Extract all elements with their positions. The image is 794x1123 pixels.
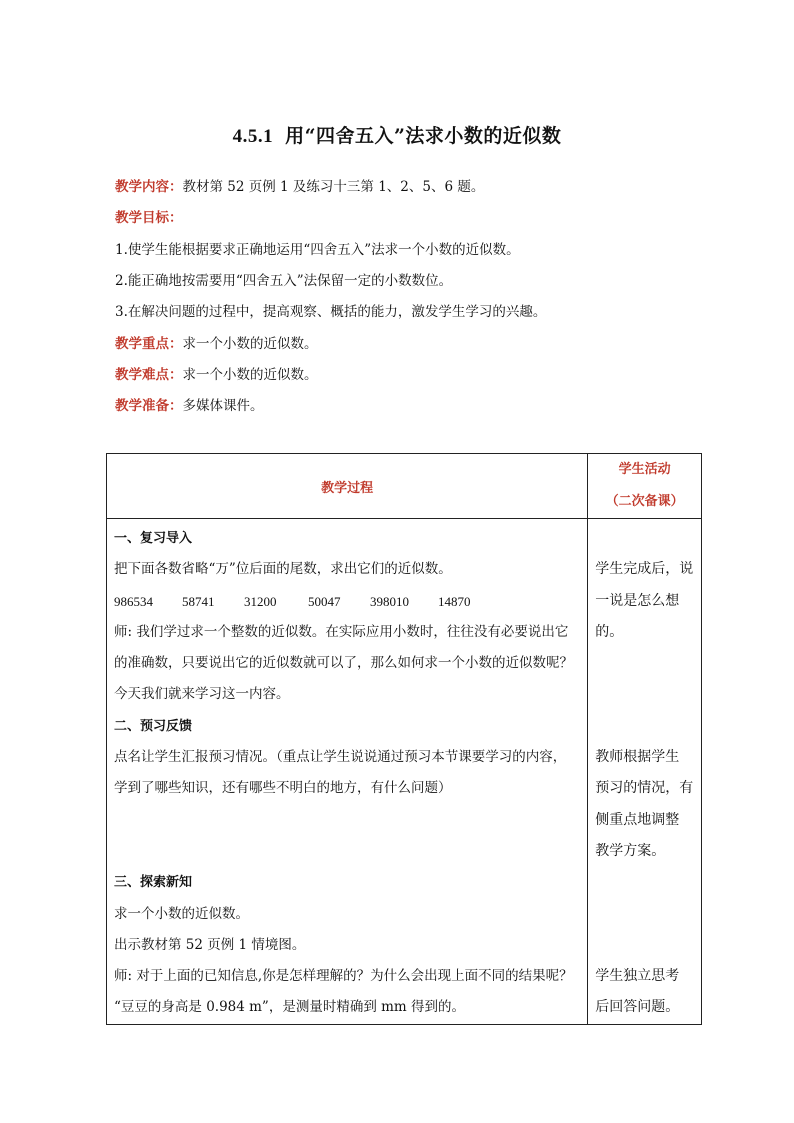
number-item: 398010 xyxy=(370,593,409,609)
paragraph-line: 把下面各数省略“万”位后面的尾数，求出它们的近似数。 xyxy=(114,561,452,578)
number-item: 14870 xyxy=(438,593,471,609)
paragraph-line: 今天我们就来学习这一内容。 xyxy=(114,686,290,703)
paragraph-line: 师: 我们学过求一个整数的近似数。在实际应用小数时，往往没有必要说出它 xyxy=(114,623,569,640)
section-preview-title: 二、预习反馈 xyxy=(114,718,193,734)
activity-note: 后回答问题。 xyxy=(595,999,680,1016)
number-item: 986534 xyxy=(114,593,153,609)
section-number: 4.5.1 xyxy=(232,126,274,147)
paragraph-line: 学到了哪些知识，还有哪些不明白的地方，有什么问题） xyxy=(114,780,452,797)
section-explore-title: 三、探索新知 xyxy=(114,875,193,891)
paragraph-line: 的准确数，只要说出它的近似数就可以了，那么如何求一个小数的近似数呢？ xyxy=(114,655,573,672)
number-item: 50047 xyxy=(308,593,341,609)
paragraph-line: 师: 对于上面的已知信息,你是怎样理解的？为什么会出现上面不同的结果呢？ xyxy=(114,968,573,985)
activity-note: 的。 xyxy=(595,623,624,640)
spacer xyxy=(114,836,581,867)
activity-note: 侧重点地调整 xyxy=(595,811,680,828)
activity-note: 教师根据学生 xyxy=(595,749,680,766)
activity-note: 学生独立思考 xyxy=(595,968,680,985)
activity-note: 预习的情况，有 xyxy=(595,780,694,797)
title-text: 用“四舍五入”法求小数的近似数 xyxy=(285,125,562,147)
activity-note: 一说是怎么想 xyxy=(595,592,680,609)
number-item: 31200 xyxy=(244,593,277,609)
info-objectives-heading: 教学目标： xyxy=(115,210,183,226)
table-body-row xyxy=(107,519,702,1025)
number-item: 58741 xyxy=(182,593,215,609)
info-difficulty: 教学难点：求一个小数的近似数。 xyxy=(115,367,318,383)
paragraph-line: 求一个小数的近似数。 xyxy=(114,905,249,922)
student-activity-column xyxy=(588,519,702,1025)
paragraph-line: 点名让学生汇报预习情况。（重点让学生说说通过预习本节课要学习的内容， xyxy=(114,749,567,766)
info-content: 教学内容：教材第 52 页例 1 及练习十三第 1、2、5、6 题。 xyxy=(115,179,485,195)
process-column xyxy=(107,519,588,1025)
info-objective-3: 3.在解决问题的过程中，提高观察、概括的能力，激发学生学习的兴趣。 xyxy=(115,304,547,320)
number-list xyxy=(114,586,581,617)
activity-note: 教学方案。 xyxy=(595,842,666,859)
spacer xyxy=(114,805,581,836)
lesson-table xyxy=(106,453,702,1025)
header-student-activity: 学生活动 （二次备课） xyxy=(588,454,702,519)
page-title xyxy=(0,121,794,148)
header-process: 教学过程 xyxy=(107,454,588,519)
activity-note: 学生完成后，说 xyxy=(595,561,694,578)
table-header-row xyxy=(107,454,702,519)
info-objective-2: 2.能正确地按需要用“四舍五入”法保留一定的小数数位。 xyxy=(115,273,453,289)
info-key-point: 教学重点：求一个小数的近似数。 xyxy=(115,336,318,352)
info-objective-1: 1.使学生能根据要求正确地运用“四舍五入”法求一个小数的近似数。 xyxy=(115,242,520,258)
paragraph-line: “豆豆的身高是 0.984 m”，是测量时精确到 mm 得到的。 xyxy=(114,999,466,1016)
section-review-title: 一、复习导入 xyxy=(114,531,193,546)
info-preparation: 教学准备：多媒体课件。 xyxy=(115,398,264,414)
paragraph-line: 出示教材第 52 页例 1 情境图。 xyxy=(114,936,306,953)
